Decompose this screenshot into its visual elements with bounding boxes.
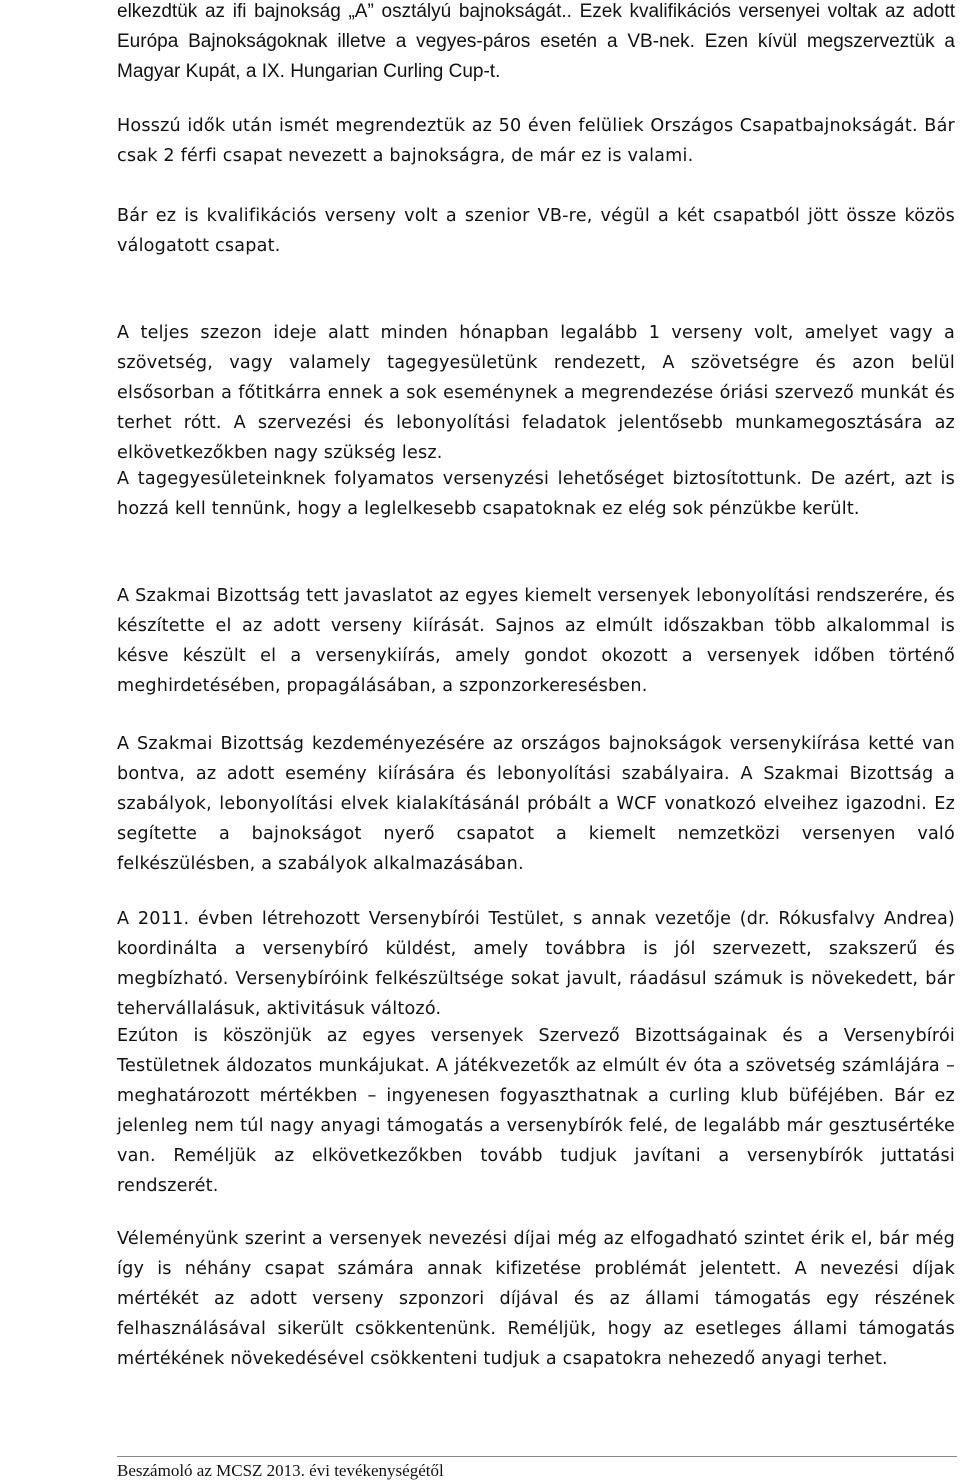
paragraph-member-clubs: A tagegyesületeinknek folyamatos versenyzési lehetőséget biztosítottunk. De azért, azt is hozzá kell tennünk, hogy a leglelkesebb csapatoknak ez elég sok pénzükbe került. bbox=[117, 469, 955, 519]
paragraph-championship-rules: A Szakmai Bizottság kezdeményezésére az országos bajnokságok versenykiírása ketté van bontva, az adott esemény kiírására és lebonyolítási szabályaira. A Szakmai Bizottság a szabályok, lebonyolítási elvek kialakításánál próbált a WCF vonatkozó elveihez igazodni. Ez segítette a bajnokságot nyerő csapatot a kiemelt nemzetközi versenyen való felkészülésben, a szabályok alkalmazásában. bbox=[117, 734, 955, 874]
paragraph-referee-board: A 2011. évben létrehozott Versenybírói Testület, s annak vezetője (dr. Rókusfalvy Andrea) koordinálta a versenybíró küldést, amely továbbra is jól szervezett, szakszerű és megbízható. Versenybíróink felkészültsége sokat javult, ráadásul számuk is növekedett, bár tehervállalásuk, aktivitásuk változó. bbox=[117, 909, 955, 1019]
paragraph-professional-committee: A Szakmai Bizottság tett javaslatot az egyes kiemelt versenyek lebonyolítási rendszerére, és készítette el az adott verseny kiírását. Sajnos az elmúlt időszakban több alkalommal is késve készült el a versenykiírás, amely gondot okozott a versenyek időben történő meghirdetésében, propagálásában, a szponzorkeresésben. bbox=[117, 586, 955, 696]
paragraph-season-events: A teljes szezon ideje alatt minden hónapban legalább 1 verseny volt, amelyet vagy a szövetség, vagy valamely tagegyesületünk rendezett, A szövetségre és azon belül elsősorban a főtitkárra ennek a sok eseménynek a megrendezése óriási szervező munkát és terhet rótt. A szervezési és lebonyolítási feladatok jelentősebb munkamegosztására az elkövetkezőkben nagy szükség lesz. bbox=[117, 323, 955, 463]
footer-divider bbox=[117, 1456, 957, 1457]
paragraph-entry-fees: Véleményünk szerint a versenyek nevezési díjai még az elfogadható szintet érik el, bár még így is néhány csapat számára annak kifizetése problémát jelentett. A nevezési díjak mértékét az adott verseny szponzori díjával és az állami támogatás egy részének felhasználásával sikerült csökkentenünk. Reméljük, hogy az esetleges állami támogatás mértékének növekedésével csökkenteni tudjuk a csapatokra nehezedő anyagi terhet. bbox=[117, 1229, 955, 1369]
page-footer: Beszámoló az MCSZ 2013. évi tevékenységétől bbox=[117, 1461, 444, 1480]
paragraph-over-50-championship: Hosszú idők után ismét megrendeztük az 50 éven felüliek Országos Csapatbajnokságát. Bár csak 2 férfi csapat nevezett a bajnokságra, de már ez is valami. bbox=[117, 116, 955, 166]
paragraph-intro-competitions: elkezdtük az ifi bajnokság „A” osztályú bajnokságát.. Ezek kvalifikációs versenyei voltak az adott Európa Bajnokságoknak illetve a vegyes-páros esetén a VB-nek. Ezen kívül megszerveztük a Magyar Kupát, a IX. Hungarian Curling Cup-t. bbox=[117, 1, 955, 82]
paragraph-thanks: Ezúton is köszönjük az egyes versenyek Szervező Bizottságainak és a Versenybírói Testületnek áldozatos munkájukat. A játékvezetők az elmúlt év óta a szövetség számlájára – meghatározott mértékben – ingyenesen fogyaszthatnak a curling klub büféjében. Bár ez jelenleg nem túl nagy anyagi támogatás a versenybírók felé, de legalább már gesztusértéke van. Reméljük az elkövetkezőkben tovább tudjuk javítani a versenybírók juttatási rendszerét. bbox=[117, 1026, 955, 1196]
paragraph-senior-qualifier: Bár ez is kvalifikációs verseny volt a szenior VB-re, végül a két csapatból jött össze közös válogatott csapat. bbox=[117, 206, 955, 256]
